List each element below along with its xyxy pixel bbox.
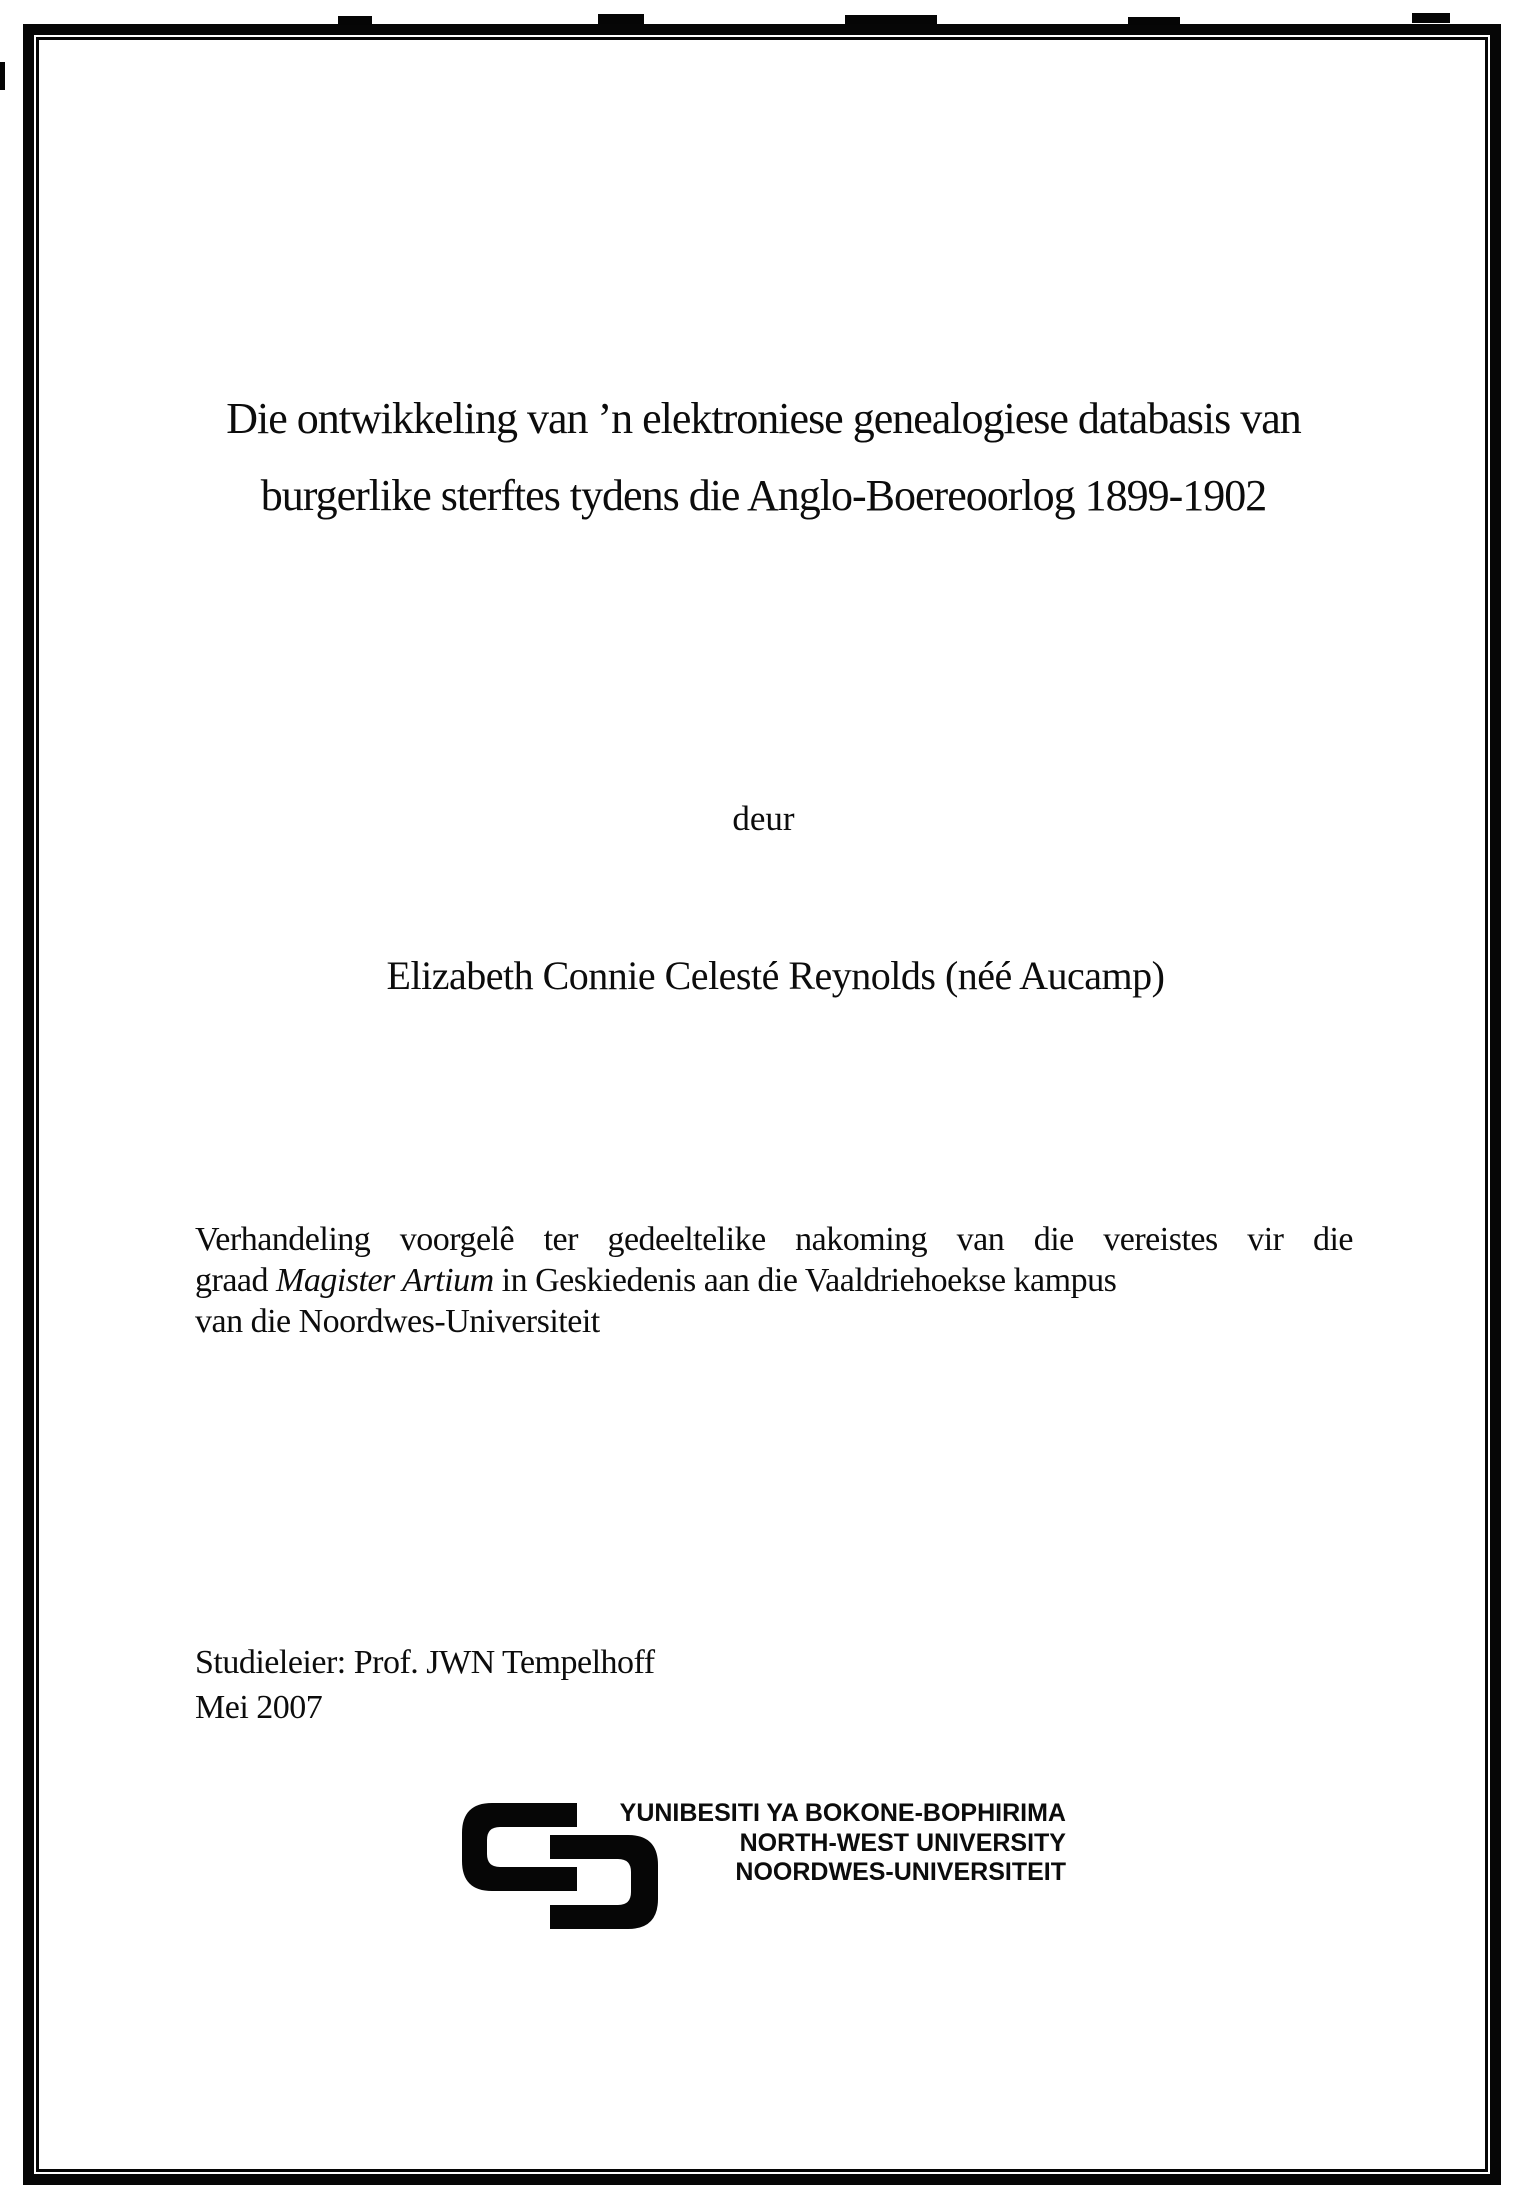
logo-text-line-1: YUNIBESITI YA BOKONE-BOPHIRIMA [619,1799,1066,1827]
thesis-title-line-2: burgerlike sterftes tydens die Anglo-Boereoorlog 1899-1902 [260,471,1267,520]
scan-artifact [1412,13,1450,23]
scan-artifact [845,15,937,24]
university-logo-text [588,1799,1066,1888]
degree-statement-line-2 [195,1260,1353,1301]
scan-artifact [0,62,5,90]
byline-deur: deur [732,799,795,838]
degree-statement-line-3: van die Noordwes-Universiteit [195,1303,600,1340]
scan-artifact [338,16,372,25]
thesis-title [60,380,1467,534]
scan-artifact [1128,17,1180,25]
supervisor-block [195,1640,655,1730]
degree-statement-line-2-prefix: graad [195,1262,277,1299]
degree-name: Magister Artium [276,1262,494,1299]
author-name: Elizabeth Connie Celesté Reynolds (néé Aucamp) [386,953,1165,998]
supervisor-line: Studieleier: Prof. JWN Tempelhoff [195,1644,655,1681]
degree-statement [195,1219,1353,1342]
logo-text-line-2: NORTH-WEST UNIVERSITY [739,1828,1066,1857]
scan-artifact [598,14,644,24]
thesis-title-line-1: Die ontwikkeling van ’n elektroniese genealogiese databasis van [226,394,1301,443]
degree-statement-line-2-suffix: in Geskiedenis aan die Vaaldriehoekse kampus [493,1262,1117,1299]
logo-text-line-3: NOORDWES-UNIVERSITEIT [735,1858,1066,1886]
date-line: Mei 2007 [195,1689,323,1726]
degree-statement-line-1: Verhandeling voorgelê ter gedeeltelike nakoming van die vereistes vir die [195,1221,1353,1258]
